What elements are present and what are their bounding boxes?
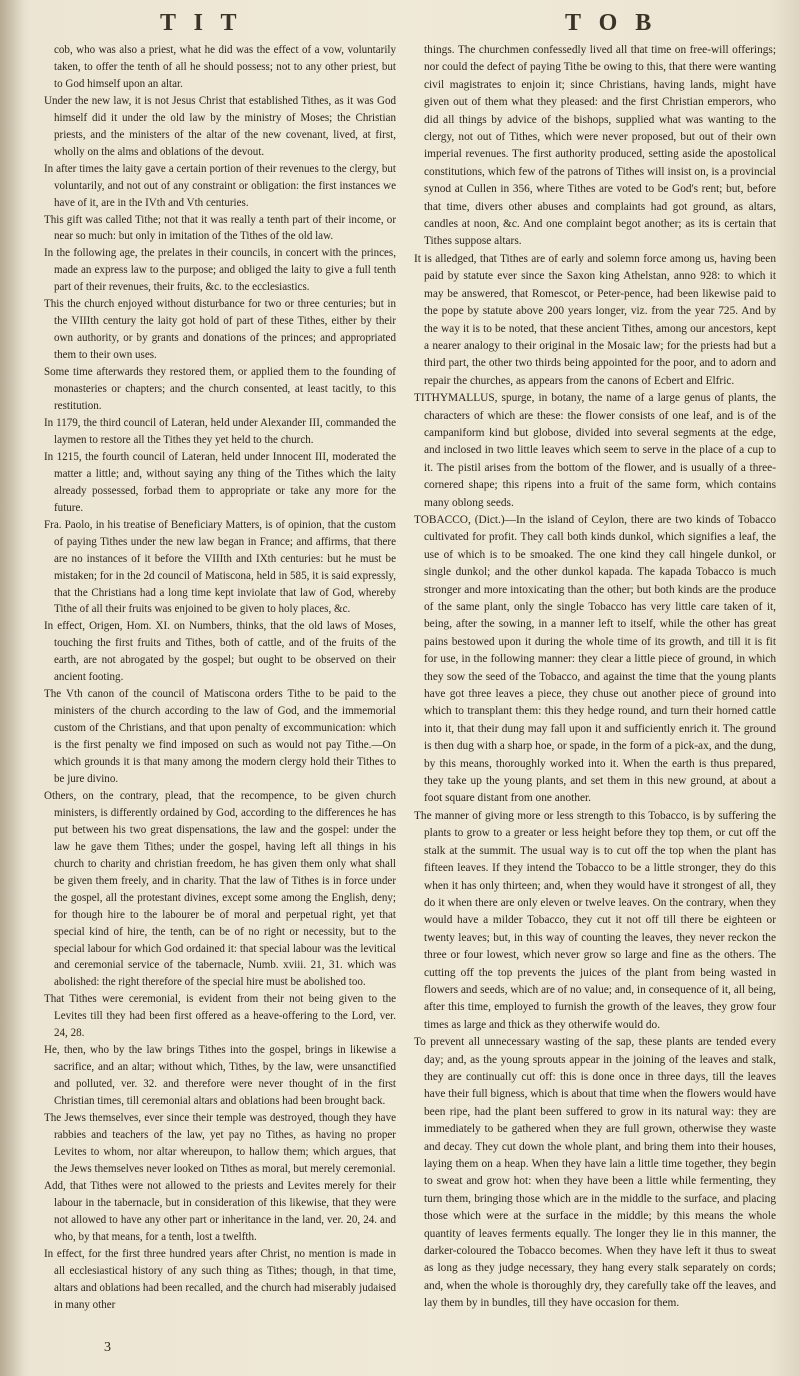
paragraph: In 1215, the fourth council of Lateran, held under Innocent III, moderated the matter a little; and, without saying any thing of the Tithes which the laity already possessed, forbad them to appropriate or take any more for the future. bbox=[44, 450, 396, 514]
dictionary-entry-tithymallus: TITHYMALLUS, spurge, in botany, the name of a large genus of plants, the characters of which are these: the flower consists of one leaf, and is of the campaniform kind but globose, divided into several segments at the edge, and inclosed in two little leaves which seem to serve in the place of a cup to it. The pistil arises from the bottom of the flower, and is usually of a three-cornered shape; this ripens into a fruit of the same form, which contains many oblong seeds. bbox=[414, 392, 776, 509]
paragraph: The Jews themselves, ever since their temple was destroyed, though they have rabbies and teachers of the law, yet pay no Tithes, as having no proper Levites to whom, nor altar whereupon, to hallow them; which argues, that the Jews themselves never looked on Tithes as moral, but merely ceremonial. bbox=[44, 1112, 396, 1175]
right-column bbox=[414, 42, 776, 1313]
paragraph: Add, that Tithes were not allowed to the priests and Levites merely for their labour in the tabernacle, but in consideration of this likewise, that they were not allowed to have any other part or inheritance in the land, ver. 20, 24. and who, by that means, for a tenth, lost a twelfth. bbox=[44, 1179, 396, 1243]
paragraph: Fra. Paolo, in his treatise of Beneficiary Matters, is of opinion, that the custom of paying Tithes under the new law began in France; and affirms, that there are no instances of it before the VIIIth and IXth centuries: but he must be mistaken; for in the 2d council of Matiscona, held in 585, it is said expressly, that the Christians had a long time kept inviolate that law of God, whereby Tithe of all their fruits was enjoined to be given to holy places, &c. bbox=[44, 518, 396, 616]
paragraph: This the church enjoyed without disturbance for two or three centuries; but in the VIIIth century the laity got hold of part of these Tithes, either by their own authority, or by grants and donations of the princes; and appropriated them to their own uses. bbox=[44, 298, 396, 362]
running-head bbox=[0, 4, 800, 44]
paragraph: To prevent all unnecessary wasting of the sap, these plants are tended every day; and, as the young sprouts appear in the joining of the leaves and stalk, they are continually cut off: this is done once in three days, till the leaves have their full bigness, which is about that time when the flowers would have been ripe, had the plant been suffered to grow in its natural way: they are immediately to be gathered when they are full grown, otherwise they waste and decay. They cut down the whole plant, and bring them into their houses, laying them on a heap. When they have lain a little time together, they begin to sweat and grow hot: when they have been a little while fermenting, they turn them, bringing those which are in the middle to the surface, and placing those which were at the surface in the middle; by this means the whole quantity of leaves ferments equally. The longer they lie in this manner, the darker-coloured the Tobacco becomes. When they have left it thus to sweat as long as they judge necessary, they hang every stalk separately on cords; and, when the whole is thoroughly dry, they carefully take off the leaves, and lay them by in bundles, till they have occasion for them. bbox=[414, 1036, 776, 1310]
left-column bbox=[44, 42, 396, 1313]
paragraph: Under the new law, it is not Jesus Christ that established Tithes, as it was God himself did it under the old law by the ministry of Moses; the Christian priests, and the ministers of the altar of the new covenant, lived, at first, wholly on the alms and oblations of the devout. bbox=[44, 94, 396, 158]
paragraph: things. The churchmen confessedly lived all that time on free-will offerings; nor could the defect of paying Tithe be owing to this, that there were wanting civil magistrates to enjoin it; since Christians, having lands, might have given out of them what they pleased: and the first Christian emperors, who did all things by advice of the bishops, supplied what was wanting to the clergy, not out of Tithes, which were never proposed, but out of their own imperial revenues. The first authority produced, setting aside the apostolical constitutions, which few of the patrons of Tithes will insist on, is a provincial synod at Cullen in 356, where Tithes are voted to be God's rent; but, before that time, divers other abuses and complaints had got ground, as altars, candles at noon, &c. And one complaint begot another; as its is certain that Tithes suppose altars. bbox=[424, 44, 776, 248]
paragraph: In 1179, the third council of Lateran, held under Alexander III, commanded the laymen to restore all the Tithes they yet held to the church. bbox=[44, 416, 396, 446]
paragraph: This gift was called Tithe; not that it was really a tenth part of their income, or near so much: but only in imitation of the Tithes of the old law. bbox=[44, 213, 396, 243]
paragraph: Others, on the contrary, plead, that the recompence, to be given church ministers, is differently ordained by God, according to the differences he has put between his two great dispensations, the law and the gospel: under the law he gave them Tithes; under the gospel, having left all things in his church to charity and christian freedom, he has given them only what shall be given them freely, and in charity. That the law of Tithes is in force under the gospel, all the protestant divines, except some among the English, deny; for though hire to the labourer be of moral and perpetual right, yet that special kind of hire, the tenth, can be of no right or necessity, but to the special labour for which God ordained it: that special labour was the levitical and ceremonial service of the tabernacle, Numb. xviii. 21, 31. which was abolished: the right therefore of the special hire must be abolished too. bbox=[44, 789, 396, 989]
paragraph: Some time afterwards they restored them, or applied them to the founding of monasteries or chapters; and the church consented, at least tacitly, to this restitution. bbox=[44, 366, 396, 413]
running-head-right: T O B bbox=[565, 10, 658, 36]
signature-mark: 3 bbox=[104, 1340, 111, 1355]
paragraph: In effect, Origen, Hom. XI. on Numbers, thinks, that the old laws of Moses, touching the first fruits and Tithes, both of cattle, and of the fruits of the earth, are not abrogated by the gospel; but ought to be observed on their ancient footing. bbox=[44, 620, 396, 684]
paragraph: The Vth canon of the council of Matiscona orders Tithe to be paid to the ministers of the church according to the law of God, and the immemorial custom of the Christians, and that upon penalty of excommunication: which is the first penalty we find imposed on such as would not pay Tithe.—On which grounds it is that many among the modern clergy hold their Tithes to be jure divino. bbox=[44, 688, 396, 785]
page-gutter-shadow bbox=[0, 0, 24, 1376]
paragraph: It is alledged, that Tithes are of early and solemn force among us, having been paid by statute ever since the Saxon king Athelstan, anno 928: to which it may be answered, that Romescot, or Peter-pence, had been likewise paid to the pope by statute above 200 years longer, viz. from the year 725. And by the way it is to be noted, that these ancient Tithes, among our ancestors, kept a nearer analogy to their original in the Mosaic law; for the priests had but a third part, the other two thirds being appointed for the poor, and to adorn and repair the churches, as appears from the canons of Ecbert and Elfric. bbox=[414, 252, 776, 387]
paragraph: He, then, who by the law brings Tithes into the gospel, brings in likewise a sacrifice, and an altar; without which, Tithes, by the law, were unsanctified and polluted, ver. 32. and therefore were never thought of in the first Christian times, till ceremonial altars and oblations had been brought back. bbox=[44, 1044, 396, 1108]
paragraph: In the following age, the prelates in their councils, in concert with the princes, made an express law to the purpose; and obliged the laity to give a full tenth part of their revenues, their fruits, &c. to the ecclesiastics. bbox=[44, 247, 396, 294]
paragraph: The manner of giving more or less strength to this Tobacco, is by suffering the plants to grow to a greater or less height before they top them, or cut off the stalk at the summit. The usual way is to cut off the top when the plant has fifteen leaves. If they intend the Tobacco to be a little stronger, they do this when it has only thirteen; and, when they would have it strongest of all, they do it when there are only eleven or twelve leaves. On the contrary, when they would have a milder Tobacco, they cut it not off till there be eighteen or twenty leaves; but, in this way of counting the leaves, they never reckon the three or four lowest, which never grow so large and fine as the others. The cutting off the top prevents the juices of the plant from being wasted in flowers and seeds, which are of no value; and, in consequence of it, all being, after this time, employed to furnish the growth of the leaves, they grow four times as large and thick as they otherwife would do. bbox=[414, 809, 776, 1031]
paragraph: cob, who was also a priest, what he did was the effect of a vow, voluntarily taken, to offer the tenth of all he should possess; not to any other priest, but to God himself upon an altar. bbox=[54, 44, 396, 90]
paragraph: In after times the laity gave a certain portion of their revenues to the clergy, but voluntarily, and not out of any constraint or obligation: the first instances we have of it, are in the IVth and Vth centuries. bbox=[44, 162, 396, 209]
running-head-left: T I T bbox=[160, 10, 243, 36]
paragraph: In effect, for the first three hundred years after Christ, no mention is made in all ecclesiastical history of any such thing as Tithes; though, in that time, altars and oblations had been recalled, and the church had miserably judaised in many other bbox=[44, 1247, 396, 1311]
paragraph: That Tithes were ceremonial, is evident from their not being given to the Levites till they had been first offered as a heave-offering to the Lord, ver. 24, 28. bbox=[44, 993, 396, 1040]
dictionary-entry-tobacco: TOBACCO, (Dict.)—In the island of Ceylon, there are two kinds of Tobacco cultivated for profit. They call both kinds dunkol, which signifies a leaf, the use of which is to be smoaked. The one kind they call hingele dunkol, or single dunkol; and the other dunkol kapada. The kapada Tobacco is much stronger and more intoxicating than the other; but both kinds are the produce of the same plant, only the single Tobacco has very little care taken of it, being, after the sowing, in a manner left to itself, while the other has great pains bestowed upon it during the whole time of its growth, and till it is fit for use, in the following manner: they clear a little piece of ground, in which they sow the seed of the Tobacco, and against the time that the young plants have got three leaves a piece, they chuse out another piece of ground into which to transplant them: this they hedge round, and turn their horned cattle into it, that their dung may fall upon it and sufficiently enrich it. The ground is then dug with a sharp hoe, or spade, in the form of a pick-ax, and the dung, by this means, thoroughly worked into it. When the earth is thus prepared, they take up the young plants, and set them in this new ground, at about a foot square distant from one another. bbox=[414, 513, 776, 805]
